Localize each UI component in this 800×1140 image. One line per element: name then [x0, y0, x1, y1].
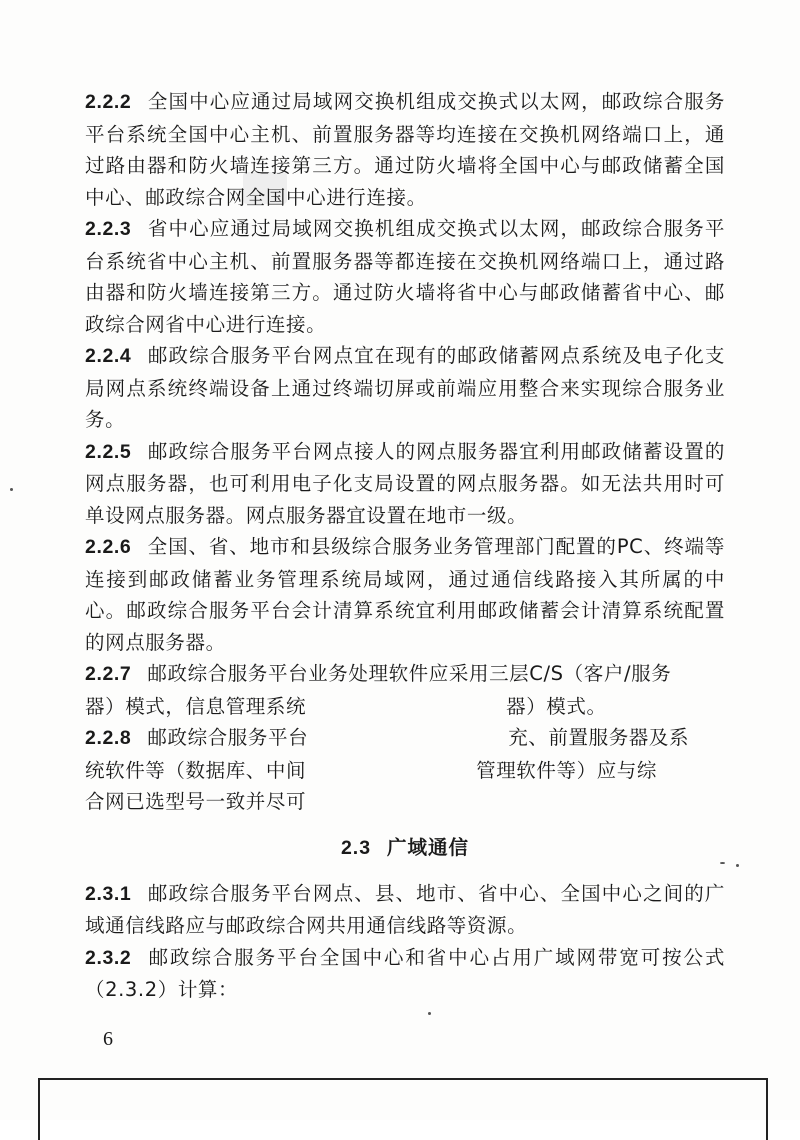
clause-text-line2-right: 管理软件等）应与综: [476, 758, 658, 782]
clause-text-line2-left: 统软件等（数据库、中间: [85, 758, 307, 782]
text-body: [85, 86, 725, 1006]
clause-text-line1: 邮政综合服务平台业务处理软件应采用三层C/S（客户/服务: [147, 662, 672, 685]
clause-text: 全国中心应通过局域网交换机组成交换式以太网，邮政综合服务平台系统全国中心主机、前置服务器等均连接在交换机网络端口上，通过路由器和防火墙连接第三方。通过防火墙将全国中心与邮政储蓄全国中心、邮政综合网全国中心进行连接。: [85, 90, 725, 209]
scan-speck: [720, 862, 725, 864]
paragraph-2-2-7: [85, 658, 725, 722]
scan-speck: [736, 864, 739, 867]
paragraph-2-2-8: [85, 722, 725, 818]
clause-text: 邮政综合服务平台网点接人的网点服务器宜利用邮政储蓄设置的网点服务器，也可利用电子化支局设置的网点服务器。如无法共用时可单设网点服务器。网点服务器宜设置在地市一级。: [85, 439, 725, 527]
clause-text-line2-left: 器）模式，信息管理系统: [85, 694, 307, 718]
scan-speck: [10, 488, 13, 491]
page-number: 6: [103, 1028, 113, 1050]
clause-number: 2.2.7: [85, 663, 132, 685]
clause-number: 2.2.3: [85, 218, 132, 240]
paragraph-2-2-3: [85, 213, 725, 340]
clause-text: 省中心应通过局域网交换机组成交换式以太网，邮政综合服务平台系统省中心主机、前置服务器等都连接在交换机网络端口上，通过路由器和防火墙连接第三方。通过防火墙将省中心与邮政储蓄省中心、邮政综合网省中心进行连接。: [85, 217, 725, 336]
section-heading: [85, 832, 725, 860]
scan-speck: [428, 1012, 431, 1015]
clause-text: 邮政综合服务平台网点、县、地市、省中心、全国中心之间的广域通信线路应与邮政综合网共用通信线路等资源。: [85, 881, 725, 937]
clause-number: 2.2.8: [85, 727, 132, 749]
section-number: 2.3: [340, 836, 372, 859]
section-title: 广域通信: [387, 835, 470, 859]
clause-text: 邮政综合服务平台网点宜在现有的邮政储蓄网点系统及电子化支局网点系统终端设备上通过终端切屏或前端应用整合来实现综合服务业务。: [85, 344, 725, 431]
paragraph-2-3-2: [85, 942, 725, 1006]
clause-text-line1-right: 充、前置服务器及系: [508, 726, 690, 749]
clause-number: 2.3.2: [85, 946, 132, 969]
clause-number: 2.3.1: [85, 882, 132, 905]
paragraph-2-2-2: [85, 86, 725, 213]
clause-text-line1-left: 邮政综合服务平台: [147, 726, 309, 749]
clause-number: 2.2.2: [85, 91, 132, 113]
clause-number: 2.2.6: [85, 536, 132, 558]
clause-text-line2-right: 器）模式。: [506, 694, 607, 718]
clause-text-line3: 合网已选型号一致并尽可: [85, 790, 307, 813]
bottom-frame-border: [38, 1078, 768, 1140]
clause-number: 2.2.4: [85, 345, 132, 367]
paragraph-2-2-5: [85, 436, 725, 532]
paragraph-2-3-1: [85, 878, 725, 942]
clause-text: 邮政综合服务平台全国中心和省中心占用广域网带宽可按公式（2.3.2）计算：: [85, 945, 725, 1001]
paragraph-2-2-4: [85, 340, 725, 436]
paragraph-2-2-6: [85, 531, 725, 658]
clause-number: 2.2.5: [85, 440, 132, 463]
clause-text: 全国、省、地市和县级综合服务业务管理部门配置的PC、终端等连接到邮政储蓄业务管理系统局域网，通过通信线路接入其所属的中心。邮政综合服务平台会计清算系统宜利用邮政储蓄会计清算系统配置的网点服务器。: [85, 535, 725, 654]
